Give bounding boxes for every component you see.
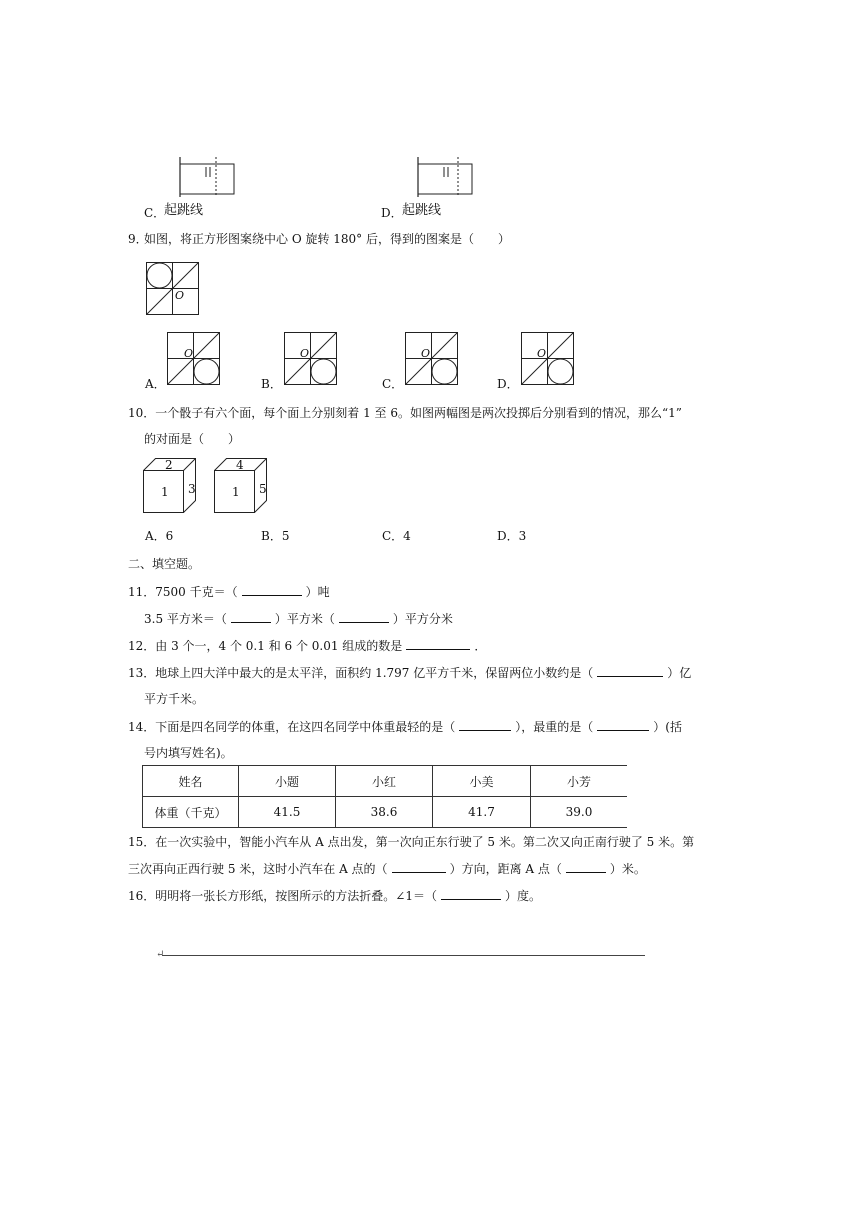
table-header-cell: 小题 xyxy=(239,766,336,797)
q8-option-d-label[interactable]: D． xyxy=(381,206,403,220)
q9-option-d-label[interactable]: D． xyxy=(497,377,519,391)
table-header-cell: 姓名 xyxy=(143,766,239,797)
q13-text: 13．地球上四大洋中最大的是太平洋，面积约 1.797 亿平方千米，保留两位小数约是（ xyxy=(128,666,594,680)
table-cell: 39.0 xyxy=(531,797,628,828)
q14-weight-table xyxy=(142,765,627,828)
q14-suffix: ）(括 xyxy=(653,720,682,734)
q12-end: ． xyxy=(474,639,487,653)
table-header-cell: 小芳 xyxy=(531,766,628,797)
q9-option-a-label[interactable]: A． xyxy=(145,377,166,391)
q9-option-b-pattern[interactable] xyxy=(284,332,338,386)
q9-number: 9． xyxy=(128,232,148,246)
q14-text: 14．下面是四名同学的体重，在这四名同学中体重最轻的是（ xyxy=(128,720,456,734)
q10-die2-side: 5 xyxy=(259,482,267,496)
q12-text: 12．由 3 个一，4 个 0.1 和 6 个 0.01 组成的数是 xyxy=(128,639,403,653)
q10-option-d[interactable]: D．3 xyxy=(497,529,527,543)
q15-line2 xyxy=(128,860,646,877)
q8-start-line-label-d: 起跳线 xyxy=(402,203,442,218)
q9-option-a-pattern[interactable] xyxy=(167,332,221,386)
q14-blank-heaviest[interactable] xyxy=(597,718,649,731)
q11-line2-prefix: 3.5 平方米＝（ xyxy=(144,612,227,626)
q14-mid: ），最重的是（ xyxy=(515,720,594,734)
q15-line1: 15．在一次实验中，智能小汽车从 A 点出发，第一次向正东行驶了 5 米。第二次又向正南行驶了 5 米。第 xyxy=(128,835,695,849)
q9-option-b-label[interactable]: B． xyxy=(261,377,282,391)
q11-line1-suffix: ）吨 xyxy=(305,585,330,599)
return-mark-icon: ↵ xyxy=(156,949,165,960)
table-cell: 体重（千克） xyxy=(143,797,239,828)
q11-line1-prefix: 11．7500 千克＝（ xyxy=(128,585,238,599)
table-row xyxy=(143,797,628,828)
q10-option-a[interactable]: A．6 xyxy=(145,529,174,543)
q14-blank-lightest[interactable] xyxy=(459,718,511,731)
q13-line1 xyxy=(128,664,691,681)
q10-die2-front: 1 xyxy=(232,485,240,499)
q11-blank-square-meters[interactable] xyxy=(231,610,271,623)
q8-figure-c xyxy=(176,157,236,197)
q9-option-c-pattern[interactable] xyxy=(405,332,459,386)
q11-blank-tons[interactable] xyxy=(242,583,302,596)
q10-text-line1: 10．一个骰子有六个面，每个面上分别刻着 1 至 6。如图两幅图是两次投掷后分别看到的情况，那么“1” xyxy=(128,406,682,420)
q13-blank-rounded[interactable] xyxy=(597,664,663,677)
section-heading-fill-blank: 二、填空题。 xyxy=(128,557,201,571)
q13-line2: 平方千米。 xyxy=(144,692,205,706)
q15-suffix: ）米。 xyxy=(609,862,646,876)
table-header-cell: 小红 xyxy=(336,766,433,797)
q9-option-b-center: O xyxy=(300,347,310,360)
q9-text: 如图，将正方形图案绕中心 O 旋转 180° 后，得到的图案是（ ） xyxy=(144,232,511,246)
q11-blank-square-decimeters[interactable] xyxy=(339,610,389,623)
q10-die1-side: 3 xyxy=(188,482,196,496)
q10-die1-top: 2 xyxy=(165,458,173,472)
q10-die1-front: 1 xyxy=(161,485,169,499)
q8-start-line-label-c: 起跳线 xyxy=(164,203,204,218)
q15-blank-direction[interactable] xyxy=(392,860,446,873)
q8-figure-d xyxy=(414,157,474,197)
q16-text: 16．明明将一张长方形纸，按图所示的方法折叠。∠1＝（ xyxy=(128,889,437,903)
q15-blank-distance[interactable] xyxy=(566,860,606,873)
q9-center-label: O xyxy=(175,289,185,302)
q14-line1 xyxy=(128,718,682,735)
q11-line1 xyxy=(128,583,330,600)
q10-option-b[interactable]: B．5 xyxy=(261,529,290,543)
q12-blank-number[interactable] xyxy=(406,637,470,650)
q9-option-d-center: O xyxy=(537,347,547,360)
table-cell: 38.6 xyxy=(336,797,433,828)
q9-option-d-pattern[interactable] xyxy=(521,332,575,386)
q11-line2-suffix: ）平方分米 xyxy=(392,612,453,626)
table-cell: 41.5 xyxy=(239,797,336,828)
table-cell: 41.7 xyxy=(433,797,531,828)
q10-text-line2: 的对面是（ ） xyxy=(144,432,241,446)
q9-original-pattern xyxy=(146,262,200,316)
q16-line xyxy=(128,887,541,904)
q15-mid: ）方向，距离 A 点（ xyxy=(449,862,562,876)
q8-option-c-label[interactable]: C． xyxy=(144,206,166,220)
q10-die2-top: 4 xyxy=(236,458,244,472)
q10-option-c[interactable]: C．4 xyxy=(382,529,411,543)
q14-line2: 号内填写姓名)。 xyxy=(144,746,233,760)
page-bottom-rule xyxy=(162,955,645,956)
q15-text: 三次再向正西行驶 5 米，这时小汽车在 A 点的（ xyxy=(128,862,388,876)
q11-line2-mid: ）平方米（ xyxy=(274,612,335,626)
q9-option-a-center: O xyxy=(184,347,194,360)
table-row xyxy=(143,766,628,797)
q12-line xyxy=(128,637,486,654)
q11-line2 xyxy=(144,610,453,627)
q16-suffix: ）度。 xyxy=(504,889,541,903)
q9-option-c-center: O xyxy=(421,347,431,360)
q16-blank-angle[interactable] xyxy=(441,887,501,900)
q9-option-c-label[interactable]: C． xyxy=(382,377,404,391)
q13-suffix: ）亿 xyxy=(667,666,692,680)
table-header-cell: 小美 xyxy=(433,766,531,797)
